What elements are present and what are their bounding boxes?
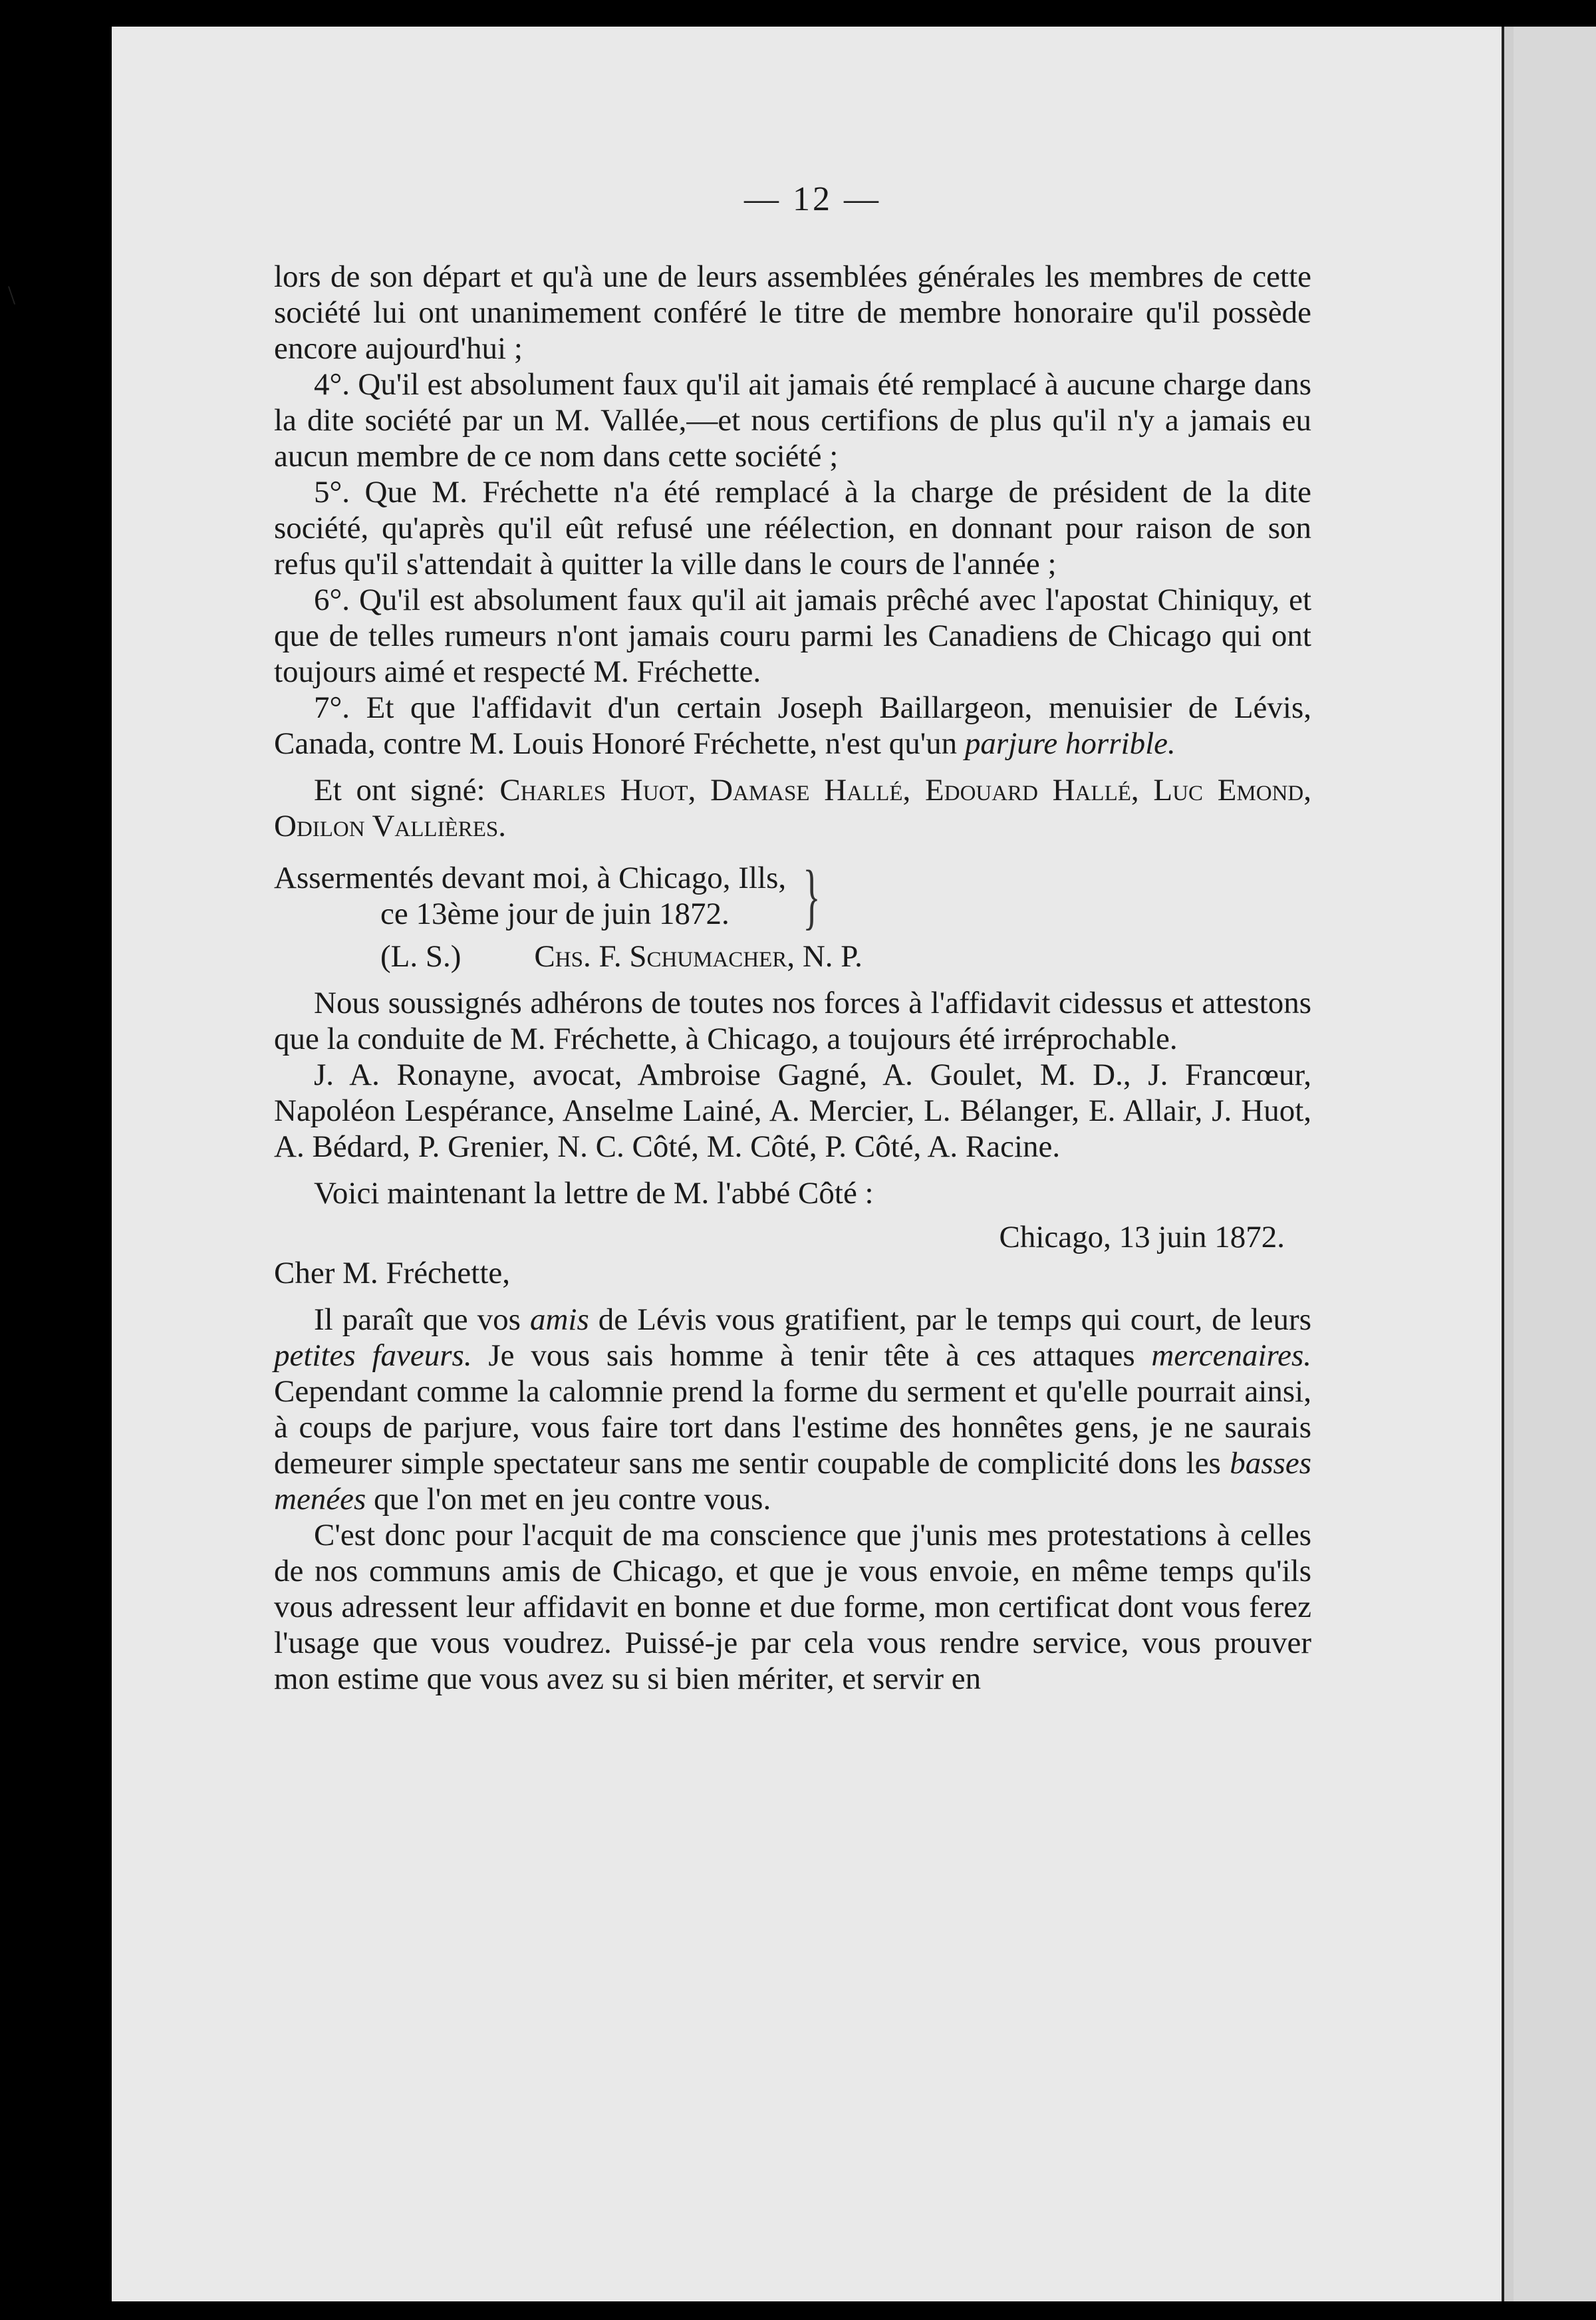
lp1-em3: mercenaires. [1151,1338,1311,1373]
letter-paragraph-2: C'est donc pour l'acquit de ma conscience que j'unis mes protestations à celles de nos communs amis de Chicago, et que je vous envoie, en même temps qu'ils vous adressent leur affidavit en bonne et due forme, mon certificat dont vous ferez l'usage que vous voudrez. Puissé-je par cela vous rendre service, vous prouver mon estime que vous avez su si bien mériter, et servir en [274,1518,1311,1696]
paragraph-item-4: 4°. Qu'il est absolument faux qu'il ait jamais été remplacé à aucune charge dans la dite société par un M. Vallée,—et nous certifions de plus qu'il n'y a jamais eu aucun membre de ce nom dans cette société ; [274,367,1311,474]
paragraph-names: J. A. Ronayne, avocat, Ambroise Gagné, A. Goulet, M. D., J. Francœur, Napoléon Lespérance, Anselme Lainé, A. Mercier, L. Bélanger, E. Allair, J. Huot, A. Bédard, P. Grenier, N. C. Côté, M. Côté, P. Côté, A. Racine. [274,1058,1311,1164]
brace-icon: } [803,855,821,937]
signed-names: Charles Huot, Damase Hallé, Edouard Hallé, Luc Emond, Odilon Vallières. [274,773,1312,843]
lp1-em1: amis [529,1302,589,1337]
scan-mark: \ [8,280,16,310]
sworn-line-1: Assermentés devant moi, à Chicago, Ills, [274,861,787,895]
signed-intro: Et ont signé: [314,773,500,807]
adjacent-page-strip [1514,27,1596,2301]
paragraph-item-7 [274,690,1311,762]
item-7-emphasis: parjure horrible. [964,726,1176,761]
seal: (L. S.) [380,939,462,974]
lp1-em2: petites faveurs. [274,1338,472,1373]
lp1-b: de Lévis vous gratifient, par le temps qui court, de leurs [589,1302,1311,1337]
page-number: — 12 — [744,180,881,218]
signatories [274,772,1311,844]
lp1-a: Il paraît que vos [314,1302,530,1337]
lp1-em4: basses menées [274,1446,1311,1517]
letter-salutation: Cher M. Fréchette, [274,1256,511,1290]
lp1-e: que l'on met en jeu contre vous. [366,1482,771,1517]
paragraph-adhesion: Nous soussignés adhérons de toutes nos forces à l'affidavit cidessus et attestons que la conduite de M. Fréchette, à Chicago, a toujours été irréprochable. [274,986,1311,1056]
letter-paragraph-1 [274,1302,1311,1517]
sworn-statement [274,855,1311,937]
sworn-line-2: ce 13ème jour de juin 1872. [380,897,730,931]
paragraph-item-6: 6°. Qu'il est absolument faux qu'il ait jamais prêché avec l'apostat Chiniquy, et que de telles rumeurs n'ont jamais couru parmi les Canadiens de Chicago qui ont toujours aimé et respecté M. Fréchette. [274,583,1311,689]
notary-line [380,939,1311,974]
letter-dateline: Chicago, 13 juin 1872. [999,1220,1285,1254]
document-body [274,180,1311,1697]
lp1-c: Je vous sais homme à tenir tête à ces attaques [471,1338,1152,1373]
paragraph-letter-intro: Voici maintenant la lettre de M. l'abbé Côté : [314,1176,874,1211]
item-7-text: 7°. Et que l'affidavit d'un certain Joseph Baillargeon, menuisier de Lévis, Canada, contre M. Louis Honoré Fréchette, n'est qu'un [274,690,1311,761]
lp1-d: Cependant comme la calomnie prend la forme du serment et qu'elle pourrait ainsi, à coups de parjure, vous faire tort dans l'estime des honnêtes gens, je ne saurais demeurer simple spectateur sans me sentir coupable de complicité dons les [274,1374,1311,1481]
notary-name: Chs. F. Schumacher, N. P. [534,939,863,974]
paragraph-item-5: 5°. Que M. Fréchette n'a été remplacé à la charge de président de la dite société, qu'après qu'il eût refusé une réélection, en donnant pour raison de son refus qu'il s'attendait à quitter la ville dans le cours de l'année ; [274,475,1311,581]
paragraph-continuation: lors de son départ et qu'à une de leurs assemblées générales les membres de cette société lui ont unanimement conféré le titre de membre honoraire qu'il possède encore aujourd'hui ; [274,259,1311,366]
